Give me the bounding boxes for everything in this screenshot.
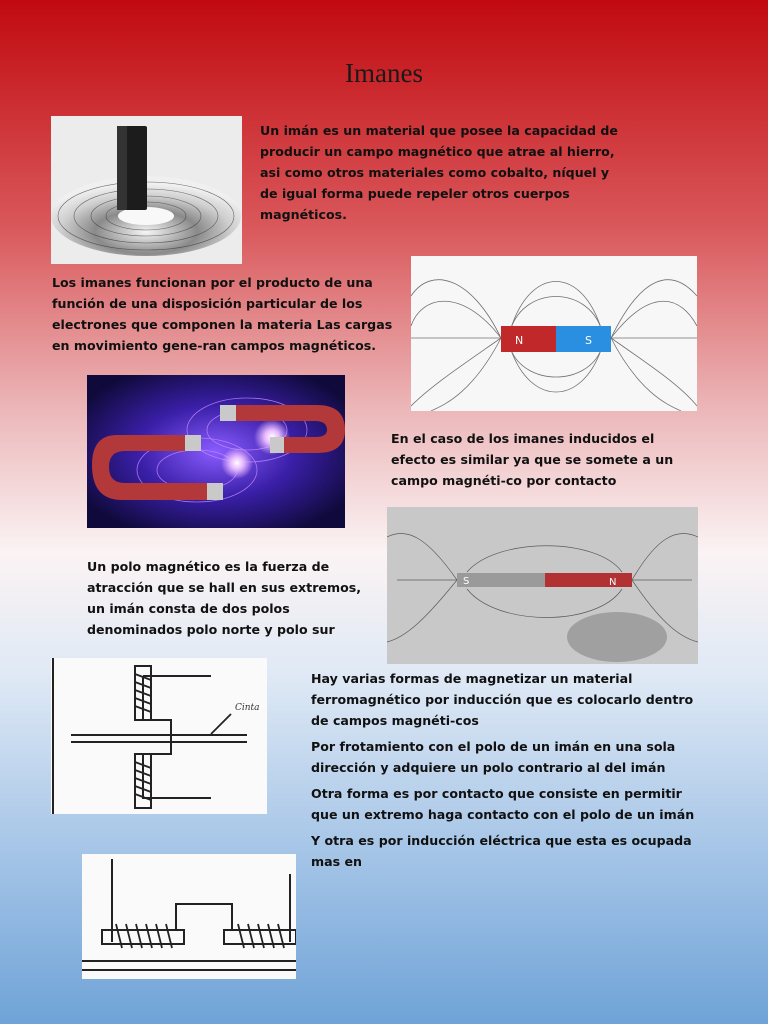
intro-text: Un imán es un material que posee la capacidad de producir un campo magnético que atrae al hierro, asi como otros materiales como cobalto, níquel y de igual forma puede repeler otros cuerpos magnéticos.: [260, 123, 618, 222]
south-pole-label: S: [463, 576, 470, 587]
north-pole-label: N: [609, 577, 617, 588]
magnetize-text: Hay varias formas de magnetizar un material ferromagnético por inducción que es colocarlo dentro de campos magnéti-cos: [311, 671, 694, 728]
north-label: N: [515, 334, 524, 347]
poles-paragraph: [87, 556, 377, 645]
magnetize-paragraphs: [311, 668, 711, 877]
south-label: S: [585, 334, 592, 347]
contact-text: Otra forma es por contacto que consiste en permitir que un extremo haga contacto con el polo de un imán: [311, 786, 695, 822]
horseshoe-magnets-photo: [87, 375, 345, 528]
block-magnet-photo: [51, 116, 242, 264]
bar-magnet-filings-photo: [387, 507, 698, 664]
friction-text: Por frotamiento con el polo de un imán en una sola dirección y adquiere un polo contrario al del imán: [311, 739, 676, 775]
electrons-text: Los imanes funcionan por el producto de una función de una disposición particular de los electrones que componen la materia Las cargas en movimiento gene-ran campos magnéticos.: [52, 275, 393, 353]
cinta-label: Cinta: [235, 703, 260, 713]
intro-paragraph: [260, 120, 620, 230]
poles-text: Un polo magnético es la fuerza de atracción que se hall en sus extremos, un imán consta de dos polos denominados polo norte y polo sur: [87, 559, 362, 637]
electrons-paragraph: [52, 272, 404, 361]
induced-text: En el caso de los imanes inducidos el efecto es similar ya que se somete a un campo magnéti-co por contacto: [391, 431, 674, 488]
induced-paragraph: [391, 428, 703, 496]
bar-magnet-field-photo: [411, 256, 697, 411]
coil-diagram-2: [82, 854, 296, 979]
page-title: Imanes: [345, 58, 423, 88]
electric-induction-text: Y otra es por inducción eléctrica que esta es ocupada mas en: [311, 833, 692, 869]
coil-diagram-1: [51, 658, 267, 814]
